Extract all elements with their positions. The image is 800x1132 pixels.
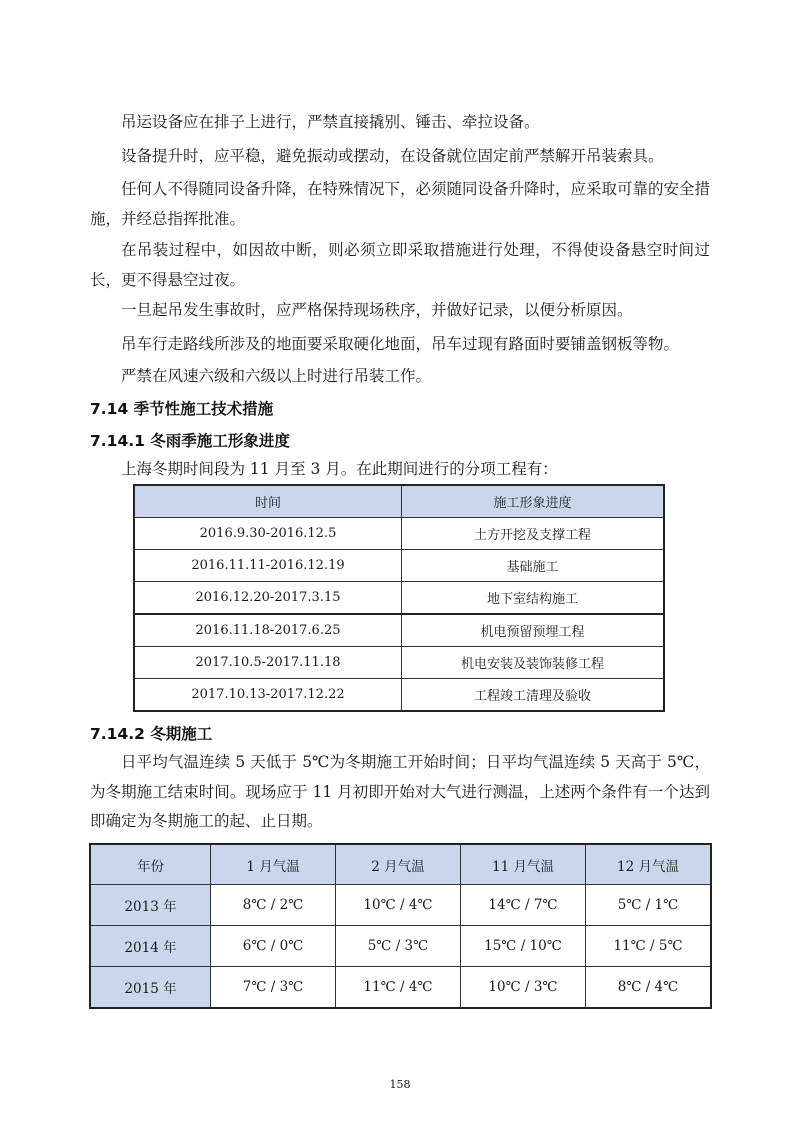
schedule-work-item: 机电安装及装饰装修工程 [402, 647, 665, 679]
table-row [134, 582, 664, 615]
temp-cell: 7℃ / 3℃ [211, 967, 336, 1009]
header-progress: 施工形象进度 [402, 485, 665, 518]
temp-cell: 14℃ / 7℃ [460, 885, 585, 926]
paragraph-crane-route: 吊车行走路线所涉及的地面要采取硬化地面，吊车过现有路面时要铺盖钢板等物。 [121, 335, 680, 353]
table-row [90, 926, 711, 967]
paragraph-accident-order: 一旦起吊发生事故时，应严格保持现场秩序，并做好记录，以便分析原因。 [121, 301, 633, 319]
row-year: 2014 年 [90, 926, 211, 967]
heading-7-14-2: 7.14.2 冬期施工 [90, 725, 213, 743]
row-year: 2015 年 [90, 967, 211, 1009]
header-dec-temp: 12 月气温 [585, 844, 711, 885]
monthly-temperature-table [89, 843, 712, 1009]
table-header-row [134, 485, 664, 518]
paragraph-winter-period-intro: 上海冬期时间段为 11 月至 3 月。在此期间进行的分项工程有： [121, 460, 558, 478]
table-row [134, 518, 664, 550]
temp-cell: 5℃ / 1℃ [585, 885, 711, 926]
temp-cell: 15℃ / 10℃ [460, 926, 585, 967]
schedule-work-item: 机电预留预埋工程 [402, 614, 665, 647]
table-row [134, 647, 664, 679]
table-row [134, 614, 664, 647]
schedule-period: 2016.11.18-2017.6.25 [134, 614, 402, 647]
paragraph-no-riding-equipment: 任何人不得随同设备升降，在特殊情况下，必须随同设备升降时，应采取可靠的安全措施，并经总指挥批准。 [90, 180, 711, 228]
header-jan-temp: 1 月气温 [211, 844, 336, 885]
header-nov-temp: 11 月气温 [460, 844, 585, 885]
construction-schedule-table [133, 484, 665, 712]
paragraph-wind-limit: 严禁在风速六级和六级以上时进行吊装工作。 [121, 367, 432, 385]
schedule-period: 2016.9.30-2016.12.5 [134, 518, 402, 550]
schedule-work-item: 土方开挖及支撑工程 [402, 518, 665, 550]
temp-cell: 8℃ / 2℃ [211, 885, 336, 926]
temp-cell: 10℃ / 4℃ [335, 885, 460, 926]
temp-cell: 6℃ / 0℃ [211, 926, 336, 967]
schedule-period: 2017.10.5-2017.11.18 [134, 647, 402, 679]
heading-7-14-1: 7.14.1 冬雨季施工形象进度 [90, 432, 290, 450]
schedule-period: 2016.12.20-2017.3.15 [134, 582, 402, 615]
temp-cell: 11℃ / 4℃ [335, 967, 460, 1009]
schedule-period: 2016.11.11-2016.12.19 [134, 550, 402, 582]
schedule-period: 2017.10.13-2017.12.22 [134, 679, 402, 712]
page-number: 158 [389, 1078, 411, 1091]
header-time: 时间 [134, 485, 402, 518]
paragraph-winter-construction-definition: 日平均气温连续 5 天低于 5℃为冬期施工开始时间；日平均气温连续 5 天高于 5℃，为冬期施工结束时间。现场应于 11 月初即开始对大气进行测温，上述两个条件有一个达到即确定为冬期施工的起、止日期。 [90, 753, 710, 830]
table-row [90, 967, 711, 1009]
paragraph-interruption-handling: 在吊装过程中，如因故中断，则必须立即采取措施进行处理，不得使设备悬空时间过长，更不得悬空过夜。 [90, 241, 710, 289]
table-row [90, 885, 711, 926]
heading-7-14: 7.14 季节性施工技术措施 [90, 400, 274, 418]
temp-cell: 11℃ / 5℃ [585, 926, 711, 967]
temp-cell: 8℃ / 4℃ [585, 967, 711, 1009]
schedule-work-item: 工程竣工清理及验收 [402, 679, 665, 712]
temp-cell: 5℃ / 3℃ [335, 926, 460, 967]
schedule-work-item: 基础施工 [402, 550, 665, 582]
table-row [134, 679, 664, 712]
paragraph-smooth-lifting: 设备提升时，应平稳，避免振动或摆动，在设备就位固定前严禁解开吊装索具。 [121, 147, 664, 165]
table-header-row [90, 844, 711, 885]
table-row [134, 550, 664, 582]
schedule-work-item: 地下室结构施工 [402, 582, 665, 615]
temp-cell: 10℃ / 3℃ [460, 967, 585, 1009]
row-year: 2013 年 [90, 885, 211, 926]
header-year: 年份 [90, 844, 211, 885]
header-feb-temp: 2 月气温 [335, 844, 460, 885]
paragraph-lifting-on-rafts: 吊运设备应在排子上进行，严禁直接撬别、锤击、牵拉设备。 [121, 113, 540, 131]
